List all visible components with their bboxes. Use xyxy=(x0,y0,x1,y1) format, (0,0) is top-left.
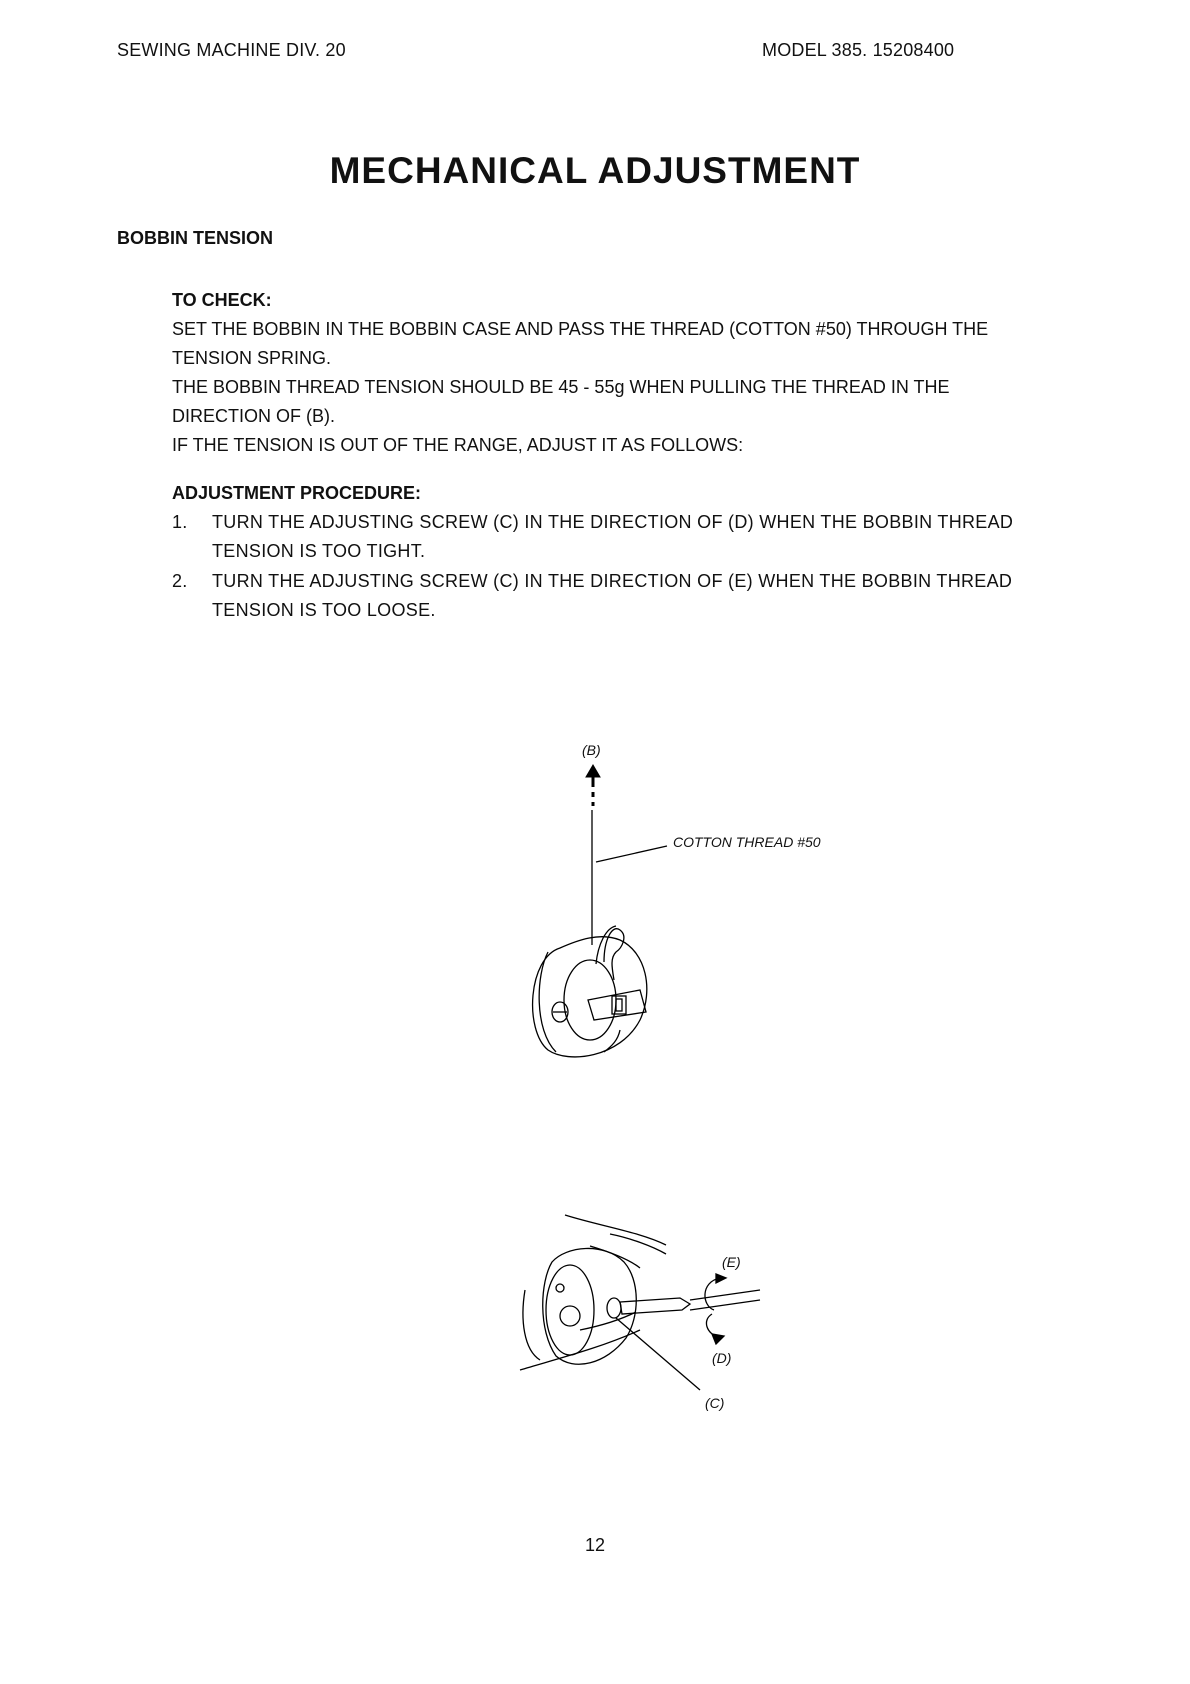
to-check-paragraph: IF THE TENSION IS OUT OF THE RANGE, ADJUST IT AS FOLLOWS: xyxy=(172,435,744,455)
label-e: (E) xyxy=(722,1254,741,1270)
section-title: BOBBIN TENSION xyxy=(117,228,274,248)
step-text: TURN THE ADJUSTING SCREW (C) IN THE DIRECTION OF (E) WHEN THE BOBBIN THREAD TENSION IS TOO LOOSE. xyxy=(212,571,1013,620)
step-number: 1. xyxy=(172,512,188,532)
label-c: (C) xyxy=(705,1395,725,1411)
procedure-heading: ADJUSTMENT PROCEDURE: xyxy=(172,483,422,503)
page-number: 12 xyxy=(584,1535,606,1555)
pull-direction-arrow xyxy=(586,765,600,806)
step-text: TURN THE ADJUSTING SCREW (C) IN THE DIRECTION OF (D) WHEN THE BOBBIN THREAD TENSION IS TOO TIGHT. xyxy=(212,512,1014,561)
thread-leader-line xyxy=(596,846,667,862)
header-right: MODEL 385. 15208400 xyxy=(762,40,955,60)
page-title: MECHANICAL ADJUSTMENT xyxy=(329,150,861,191)
label-b: (B) xyxy=(582,742,601,758)
to-check-paragraph: THE BOBBIN THREAD TENSION SHOULD BE 45 - 55g WHEN PULLING THE THREAD IN THE DIRECTION OF (B). xyxy=(172,377,950,426)
step-number: 2. xyxy=(172,571,188,591)
label-cotton-thread: COTTON THREAD #50 xyxy=(673,834,821,850)
bobbin-case-drawing xyxy=(533,810,667,1057)
to-check-heading: TO CHECK: xyxy=(172,290,272,310)
header-left: SEWING MACHINE DIV. 20 xyxy=(117,40,346,60)
label-d: (D) xyxy=(712,1350,732,1366)
to-check-paragraph: SET THE BOBBIN IN THE BOBBIN CASE AND PASS THE THREAD (COTTON #50) THROUGH THE TENSION SPRING. xyxy=(172,319,989,368)
